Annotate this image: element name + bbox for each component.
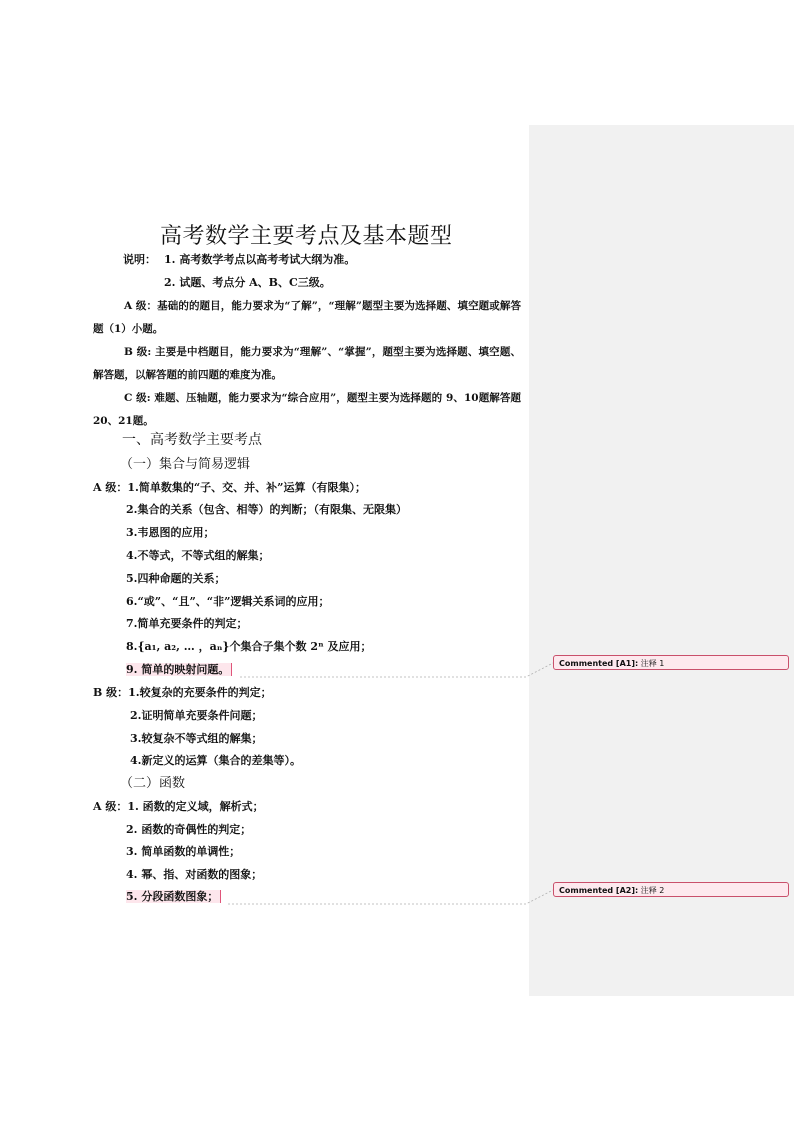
section-heading: 一、高考数学主要考点 xyxy=(122,432,262,448)
list-item: 7.简单充要条件的判定； xyxy=(126,617,248,630)
list-item: 4. 幂、指、对函数的图象； xyxy=(126,868,263,881)
comment-balloon[interactable] xyxy=(553,882,789,897)
list-item: 8.{a₁, a₂, … ，aₙ}个集合子集个数 2ⁿ 及应用； xyxy=(126,640,372,653)
list-item: 3.较复杂不等式组的解集； xyxy=(130,732,263,745)
document-title: 高考数学主要考点及基本题型 xyxy=(160,224,453,249)
comment-highlight[interactable]: 5. 分段函数图象； xyxy=(126,890,221,903)
comment-highlight[interactable]: 9. 简单的映射问题。 xyxy=(126,663,232,676)
list-item: 2. 函数的奇偶性的判定； xyxy=(126,823,252,836)
comment-label: Commented [A2]: xyxy=(559,886,639,895)
list-item: A 级：1.简单数集的“子、交、并、补”运算（有限集）； xyxy=(93,481,367,494)
list-item: B 级：1.较复杂的充要条件的判定； xyxy=(93,686,272,699)
comment-text: 注释 2 xyxy=(640,886,665,895)
list-item: 2.集合的关系（包含、相等）的判断；（有限集、无限集） xyxy=(126,503,407,516)
comment-label: Commented [A1]: xyxy=(559,659,639,668)
list-item: 6.“或”、“且”、“非”逻辑关系词的应用； xyxy=(126,595,330,608)
comment-balloon[interactable] xyxy=(553,655,789,670)
list-item: 3.韦恩图的应用； xyxy=(126,526,215,539)
list-item: 3. 简单函数的单调性； xyxy=(126,845,241,858)
level-a-description: A 级：基础的的题目，能力要求为“了解”，“理解”题型主要为选择题、填空题或解答题（1）小题。 xyxy=(93,300,521,335)
comment-text: 注释 1 xyxy=(640,659,665,668)
list-item: 2.证明简单充要条件问题； xyxy=(130,709,263,722)
subsection-heading: （一）集合与简易逻辑 xyxy=(120,457,251,472)
list-item: A 级：1. 函数的定义域，解析式； xyxy=(93,800,264,813)
note-item: 1. 高考数学考点以高考考试大纲为准。 xyxy=(164,253,356,266)
note-item: 2. 试题、考点分 A、B、C三级。 xyxy=(164,276,331,289)
comment-connector-line xyxy=(240,663,553,677)
subsection-heading: （二）函数 xyxy=(120,776,186,791)
level-c-description: C 级: 难题、压轴题，能力要求为“综合应用”，题型主要为选择题的 9、10题解答题 20、21题。 xyxy=(93,392,521,427)
list-item: 4.不等式，不等式组的解集； xyxy=(126,549,270,562)
list-item: 5.四种命题的关系； xyxy=(126,572,226,585)
level-b-description: B 级: 主要是中档题目，能力要求为“理解”、“掌握”，题型主要为选择题、填空题、解答题，以解答题的前四题的难度为准。 xyxy=(93,346,521,381)
list-item: 4.新定义的运算（集合的差集等）。 xyxy=(130,754,301,767)
comment-connector-line xyxy=(228,890,553,904)
note-label: 说明： xyxy=(123,253,156,266)
